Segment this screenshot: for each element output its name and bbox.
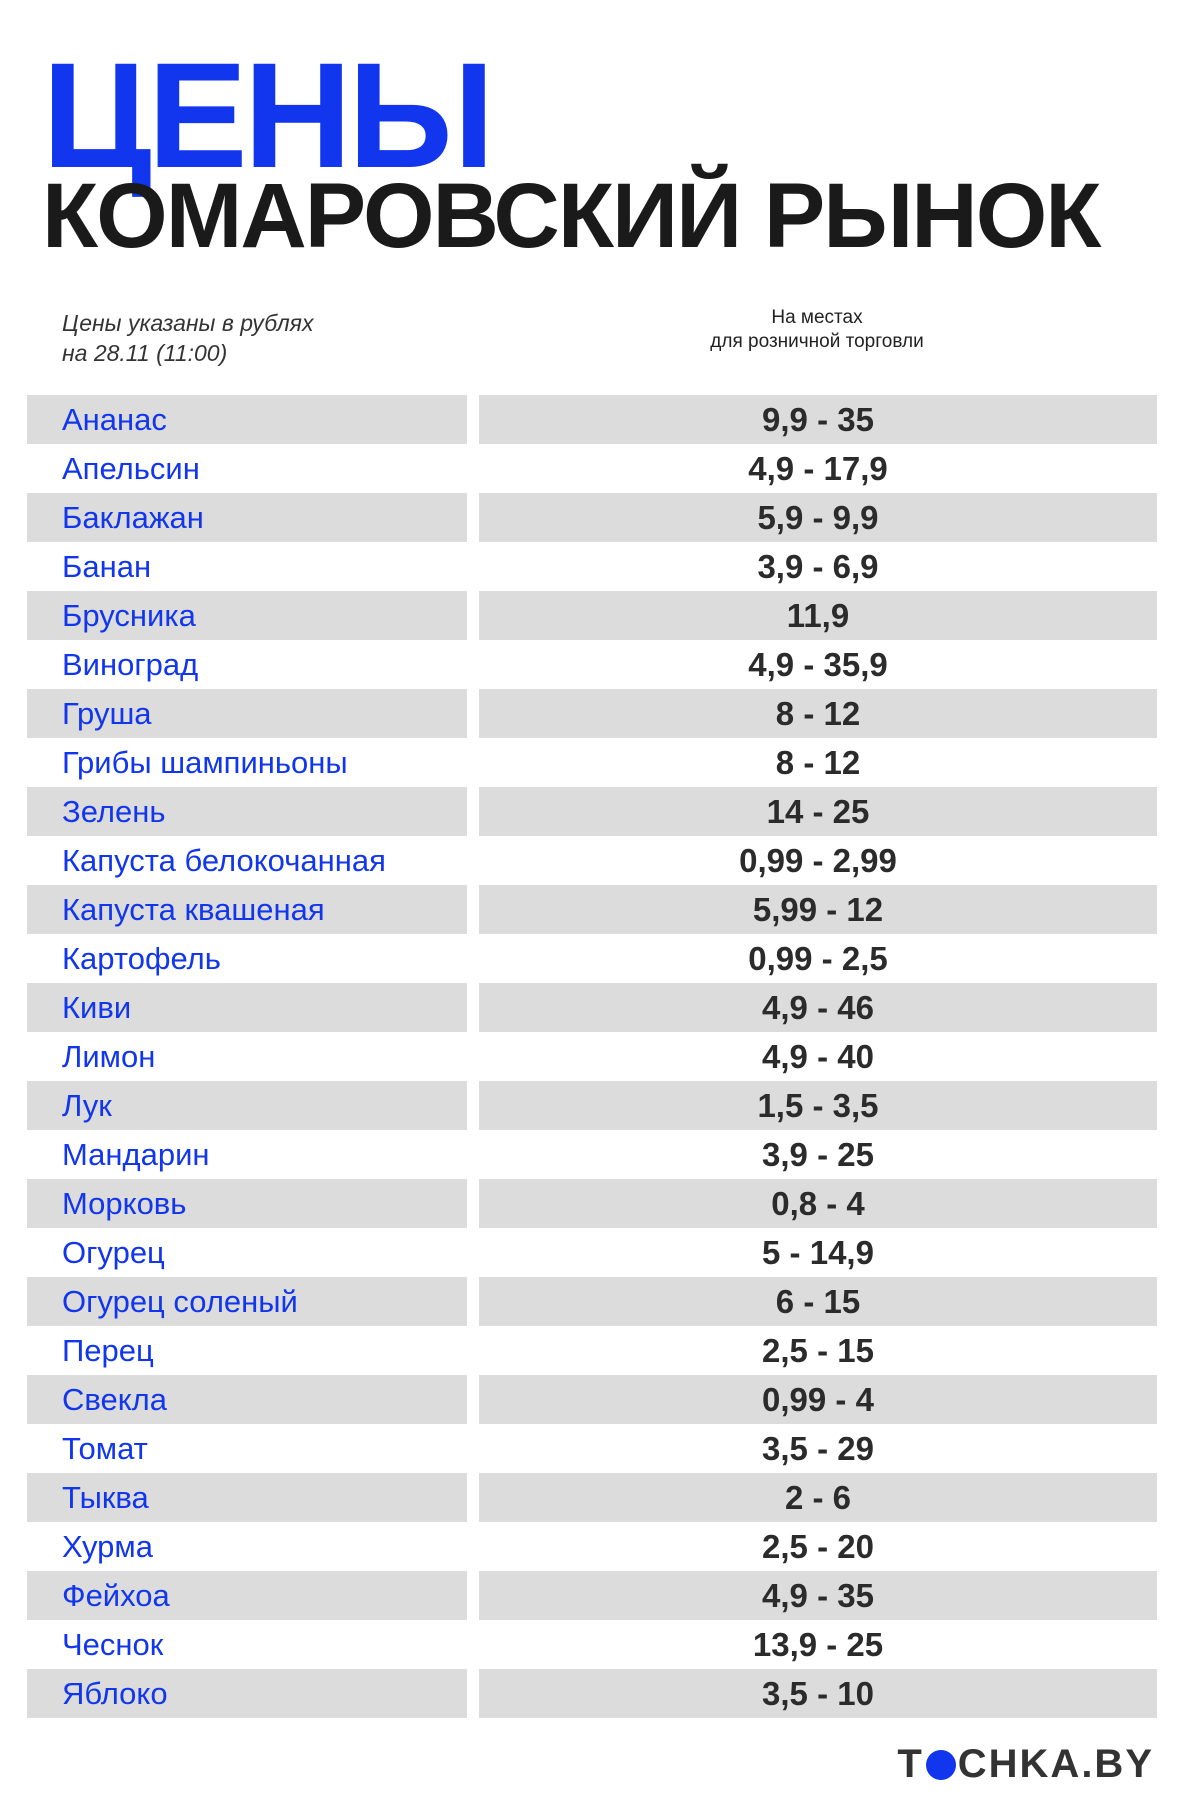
table-row: [27, 1522, 1157, 1571]
table-row: [27, 395, 1157, 444]
product-name: Ананас: [27, 395, 467, 444]
product-price: 1,5 - 3,5: [479, 1081, 1157, 1130]
product-price: 3,5 - 10: [479, 1669, 1157, 1718]
product-price: 5 - 14,9: [762, 1233, 874, 1271]
brand-logo-dot-icon: [926, 1750, 956, 1780]
price-column-header-line2: для розничной торговли: [710, 331, 924, 352]
product-price: 2 - 6: [479, 1473, 1157, 1522]
product-name: Баклажан: [27, 493, 467, 542]
product-name: Огурец соленый: [27, 1277, 467, 1326]
table-row: [27, 1277, 1157, 1326]
product-price: 2,5 - 20: [762, 1527, 874, 1565]
table-row: [27, 444, 1157, 493]
product-name: Томат: [62, 1430, 148, 1466]
price-note-currency: Цены указаны в рублях: [62, 310, 314, 336]
product-price: 5,99 - 12: [479, 885, 1157, 934]
table-row: [27, 1179, 1157, 1228]
product-name: Грибы шампиньоны: [62, 744, 348, 780]
page-title: ЦЕНЫ: [42, 31, 491, 199]
product-price: 9,9 - 35: [479, 395, 1157, 444]
product-name: Капуста квашеная: [27, 885, 467, 934]
table-row: [27, 640, 1157, 689]
product-price: 3,9 - 6,9: [757, 547, 879, 585]
product-price: 13,9 - 25: [752, 1625, 884, 1663]
product-name: Лимон: [62, 1038, 156, 1074]
price-note: [62, 308, 313, 368]
price-note-date: на 28.11 (11:00): [62, 340, 228, 366]
table-row: [27, 1424, 1157, 1473]
price-table: [27, 395, 1157, 1718]
product-name: Хурма: [62, 1528, 153, 1564]
product-price: 3,5 - 29: [762, 1429, 874, 1467]
product-name: Капуста белокочанная: [62, 842, 386, 878]
product-name: Свекла: [27, 1375, 467, 1424]
table-row: [27, 1228, 1157, 1277]
table-row: [27, 1032, 1157, 1081]
brand-logo: [897, 1742, 1154, 1787]
table-row: [27, 787, 1157, 836]
product-price: 4,9 - 35: [479, 1571, 1157, 1620]
table-row: [27, 836, 1157, 885]
product-name: Фейхоа: [27, 1571, 467, 1620]
product-price: 0,99 - 2,99: [739, 841, 897, 879]
table-row: [27, 1620, 1157, 1669]
table-row: [27, 934, 1157, 983]
product-price: 6 - 15: [479, 1277, 1157, 1326]
table-row: [27, 1669, 1157, 1718]
product-name: Лук: [27, 1081, 467, 1130]
product-price: 0,99 - 4: [479, 1375, 1157, 1424]
product-price: 0,8 - 4: [479, 1179, 1157, 1228]
product-price: 2,5 - 15: [762, 1331, 874, 1369]
product-price: 14 - 25: [479, 787, 1157, 836]
table-row: [27, 1571, 1157, 1620]
table-row: [27, 1375, 1157, 1424]
product-name: Картофель: [62, 940, 221, 976]
brand-logo-text-end: CHKA.BY: [957, 1742, 1154, 1786]
product-name: Виноград: [62, 646, 199, 682]
table-row: [27, 591, 1157, 640]
table-row: [27, 885, 1157, 934]
product-name: Киви: [27, 983, 467, 1032]
product-price: 3,9 - 25: [762, 1135, 874, 1173]
product-price: 4,9 - 17,9: [748, 449, 888, 487]
product-name: Банан: [62, 548, 152, 584]
product-name: Мандарин: [62, 1136, 210, 1172]
table-row: [27, 1130, 1157, 1179]
page-subtitle: КОМАРОВСКИЙ РЫНОК: [42, 165, 1100, 267]
product-price: 4,9 - 46: [479, 983, 1157, 1032]
table-row: [27, 1326, 1157, 1375]
table-row: [27, 493, 1157, 542]
product-name: Груша: [27, 689, 467, 738]
product-price: 4,9 - 40: [762, 1037, 874, 1075]
product-price: 8 - 12: [479, 689, 1157, 738]
table-row: [27, 738, 1157, 787]
table-row: [27, 1473, 1157, 1522]
product-price: 5,9 - 9,9: [479, 493, 1157, 542]
product-price: 4,9 - 35,9: [748, 645, 888, 683]
product-name: Апельсин: [62, 450, 200, 486]
product-name: Огурец: [62, 1234, 165, 1270]
product-price: 8 - 12: [775, 743, 861, 781]
brand-logo-text-start: T: [897, 1742, 924, 1786]
product-name: Чеснок: [62, 1626, 164, 1662]
product-price: 0,99 - 2,5: [748, 939, 888, 977]
product-name: Тыква: [27, 1473, 467, 1522]
table-row: [27, 983, 1157, 1032]
product-name: Яблоко: [27, 1669, 467, 1718]
product-price: 11,9: [479, 591, 1157, 640]
price-column-header: [478, 306, 1156, 354]
product-name: Зелень: [27, 787, 467, 836]
product-name: Морковь: [27, 1179, 467, 1228]
table-row: [27, 1081, 1157, 1130]
table-row: [27, 689, 1157, 738]
table-row: [27, 542, 1157, 591]
product-name: Брусника: [27, 591, 467, 640]
product-name: Перец: [62, 1332, 154, 1368]
price-column-header-line1: На местах: [771, 307, 863, 328]
